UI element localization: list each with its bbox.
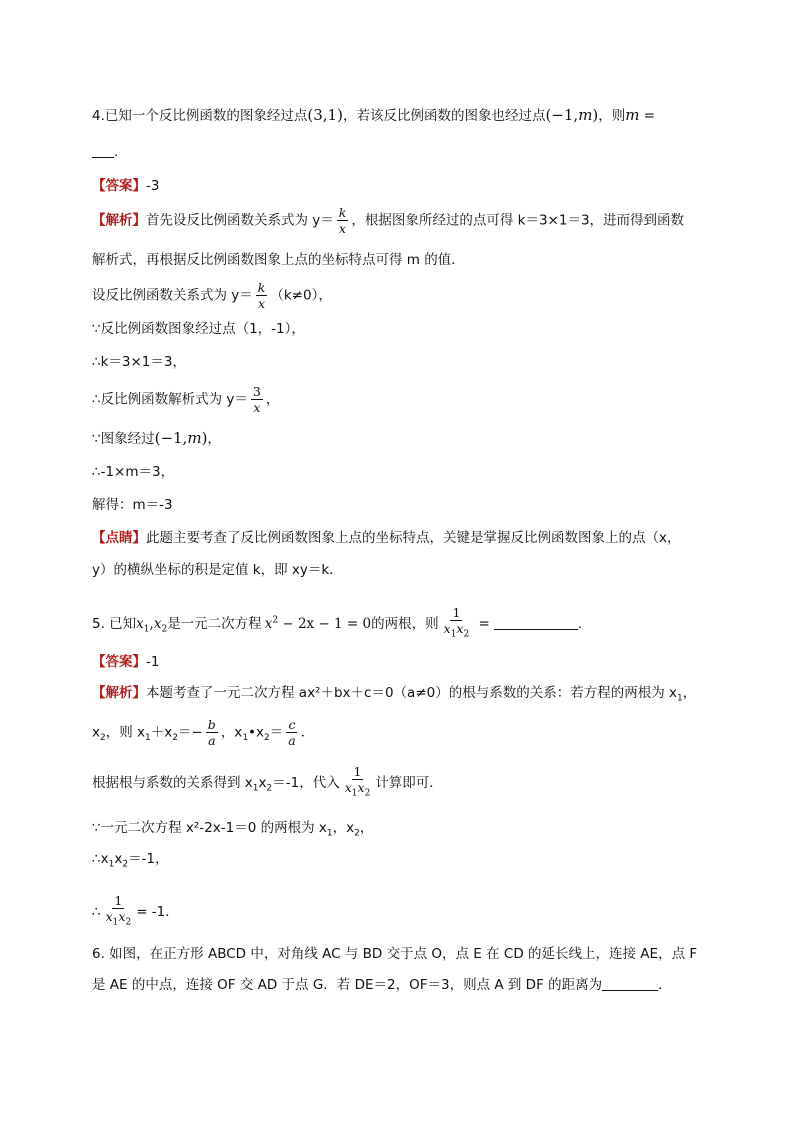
q4-step4: ∴反比例函数解析式为 y＝ $\frac{3}{x}$ ， (92, 384, 280, 415)
fraction-k-over-x: $\frac{k}{x}$ (257, 280, 266, 311)
fraction-k-over-x: $\frac{k}{x}$ (338, 205, 347, 236)
q4-step1: 设反比例函数关系式为 y＝ $\frac{k}{x}$ （k≠0）， (92, 280, 332, 311)
q4-comment-line1: 【点睛】此题主要考查了反比例函数图象上点的坐标特点，关键是掌握反比例函数图象上的点（x， (92, 530, 681, 546)
fraction-b-over-a: $\frac{b}{a}$ (207, 717, 216, 748)
answer-blank (494, 615, 578, 630)
q5-stem: 5. 已知$x_1,x_2$是一元二次方程 $x^2 - 2x - 1 = 0$的两根，则 $\frac{1}{x_1x_2}$ = ． (92, 605, 591, 643)
q4-analysis-line1: 【解析】首先设反比例函数关系式为 y＝ $\frac{k}{x}$ ，根据图象所经过的点可得 k＝3×1＝3，进而得到函数 (92, 205, 685, 236)
fraction-1-over-x1x2: $\frac{1}{x_1x_2}$ (344, 764, 371, 799)
q6-stem-line2: 是 AE 的中点，连接 OF 交 AD 于点 G．若 DE＝2，OF＝3，则点 A 到 DF 的距离为 ． (92, 977, 672, 993)
fraction-1-over-x1x2: $\frac{1}{x_1x_2}$ (443, 605, 470, 640)
q4-stem-line1: 4.已知一个反比例函数的图象经过点(3,1)，若该反比例函数的图象也经过点(−1,m)，则m = (92, 106, 656, 124)
q4-answer: 【答案】-3 (92, 178, 160, 194)
q5-step4: ∴ $\frac{1}{x_1x_2}$ = -1． (92, 893, 179, 931)
q4-step5: ∵图象经过(−1,m)， (92, 429, 221, 447)
q4-step6: ∴-1×m＝3， (92, 464, 175, 480)
q6-stem-line1: 6. 如图，在正方形 ABCD 中，对角线 AC 与 BD 交于点 O，点 E 在 CD 的延长线上，连接 AE，点 F (92, 946, 698, 962)
q4-comment-line2: y）的横纵坐标的积是定值 k，即 xy＝k． (92, 562, 343, 578)
answer-blank (92, 143, 114, 158)
q4-step3: ∴k＝3×1＝3， (92, 354, 186, 370)
q4-step7: 解得：m＝-3 (92, 497, 173, 513)
q5-step2: ∵一元二次方程 x²-2x-1＝0 的两根为 $x_1$，$x_2$， (92, 820, 374, 839)
q5-step3: $\therefore x_1x_2=-1$， (92, 851, 169, 870)
fraction-c-over-a: $\frac{c}{a}$ (288, 717, 296, 748)
q5-step1: 根据根与系数的关系得到 $x_1x_2=-1$，代入 $\frac{1}{x_1x_2}$ 计算即可． (92, 764, 443, 802)
fraction-1-over-x1x2: $\frac{1}{x_1x_2}$ (105, 893, 132, 928)
q5-answer: 【答案】-1 (92, 654, 160, 670)
answer-blank (602, 976, 658, 991)
q5-analysis-line1: 【解析】本题考查了一元二次方程 ax²＋bx＋c＝0（a≠0）的根与系数的关系：若方程的两根为 $x_1$， (92, 685, 697, 704)
q4-stem-line2: . (92, 142, 118, 162)
q5-analysis-line2: $x_2$，则 $x_1+x_2=-$ $\frac{b}{a}$ ，$x_1•x_2=$ $\frac{c}{a}$ ． (92, 717, 315, 748)
fraction-3-over-x: $\frac{3}{x}$ (252, 384, 261, 415)
q4-analysis-line2: 解析式，再根据反比例函数图象上点的坐标特点可得 m 的值． (92, 252, 465, 268)
q4-step2: ∵反比例函数图象经过点（1，-1）， (92, 321, 305, 337)
